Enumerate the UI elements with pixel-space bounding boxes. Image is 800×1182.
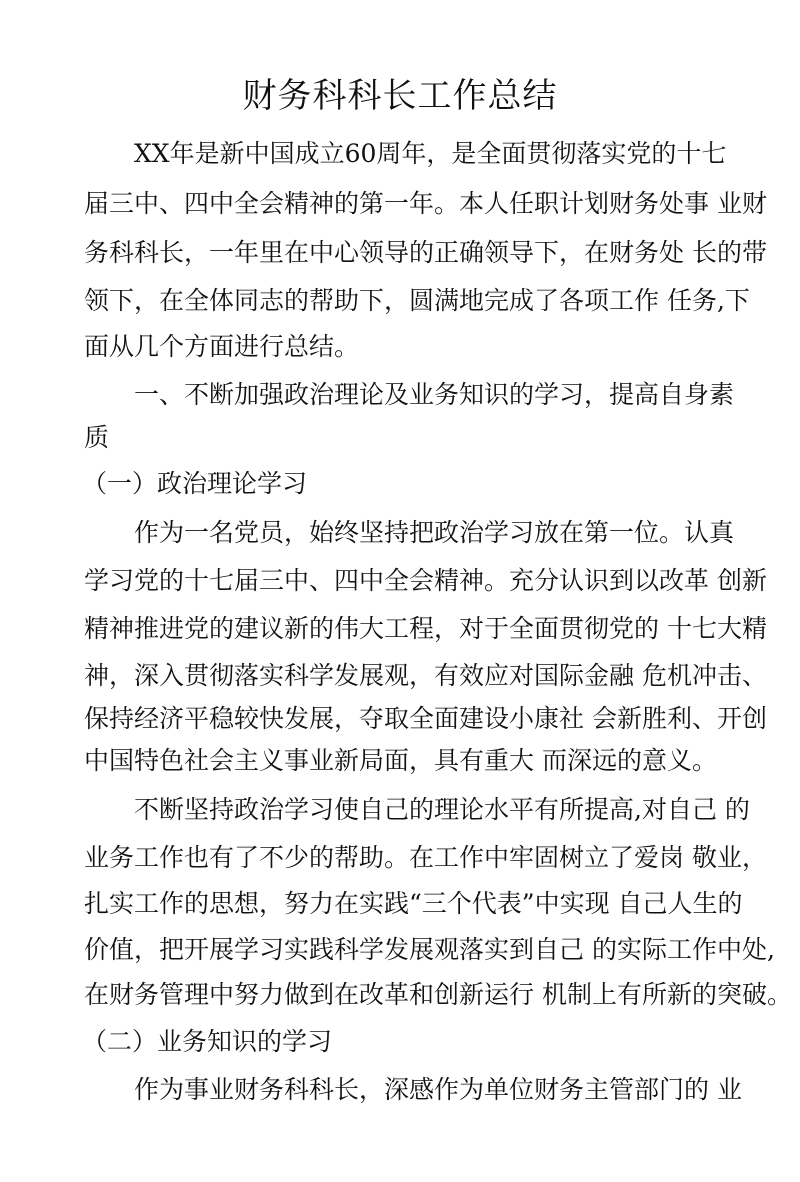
paragraph-1-line: XX年是新中国成立60周年，是全面贯彻落实党的十七 [134,139,727,168]
paragraph-3-line: 在财务管理中努力做到在改革和创新运行 机制上有所新的突破。 [84,980,792,1009]
paragraph-1-line: 务科科长，一年里在中心领导的正确领导下，在财务处 长的带 [84,238,767,267]
paragraph-2-line: 神，深入贯彻落实科学发展观，有效应对国际金融 危机冲击、 [84,661,767,690]
section-heading-line: 质 [84,423,110,452]
page-title: 财务科科长工作总结 [242,76,558,116]
section-heading-line: 一、不断加强政治理论及业务知识的学习，提高自身素 [134,380,735,409]
paragraph-3-line: 价值，把开展学习实践科学发展观落实到自己 的实际工作中处, [84,935,775,964]
paragraph-2-line: 精神推进党的建议新的伟大工程，对于全面贯彻党的 十七大精 [84,614,767,643]
paragraph-3-line: 业务工作也有了不少的帮助。在工作中牢固树立了爱岗 敬业， [84,843,767,872]
paragraph-3-line: 不断坚持政治学习使自己的理论水平有所提高,对自己 的 [134,795,750,824]
subsection-heading: （二）业务知识的学习 [82,1027,333,1056]
paragraph-4-line: 作为事业财务科科长，深感作为单位财务主管部门的 业 [134,1075,742,1104]
paragraph-2-line: 学习党的十七届三中、四中全会精神。充分认识到以改革 创新 [84,566,767,595]
subsection-heading: （一）政治理论学习 [82,469,308,498]
paragraph-3-line: 扎实工作的思想，努力在实践“三个代表”中实现 自己人生的 [84,889,743,918]
paragraph-1-line: 届三中、四中全会精神的第一年。本人任职计划财务处事 业财 [84,189,767,218]
paragraph-2-line: 保持经济平稳较快发展，夺取全面建设小康社 会新胜利、开创 [84,704,767,733]
paragraph-1-line: 领下，在全体同志的帮助下，圆满地完成了各项工作 任务,下 [84,286,750,315]
paragraph-2-line: 作为一名党员，始终坚持把政治学习放在第一位。认真 [134,518,735,547]
paragraph-1-line: 面从几个方面进行总结。 [84,332,360,361]
paragraph-2-line: 中国特色社会主义事业新局面，具有重大 而深远的意义。 [84,746,717,775]
